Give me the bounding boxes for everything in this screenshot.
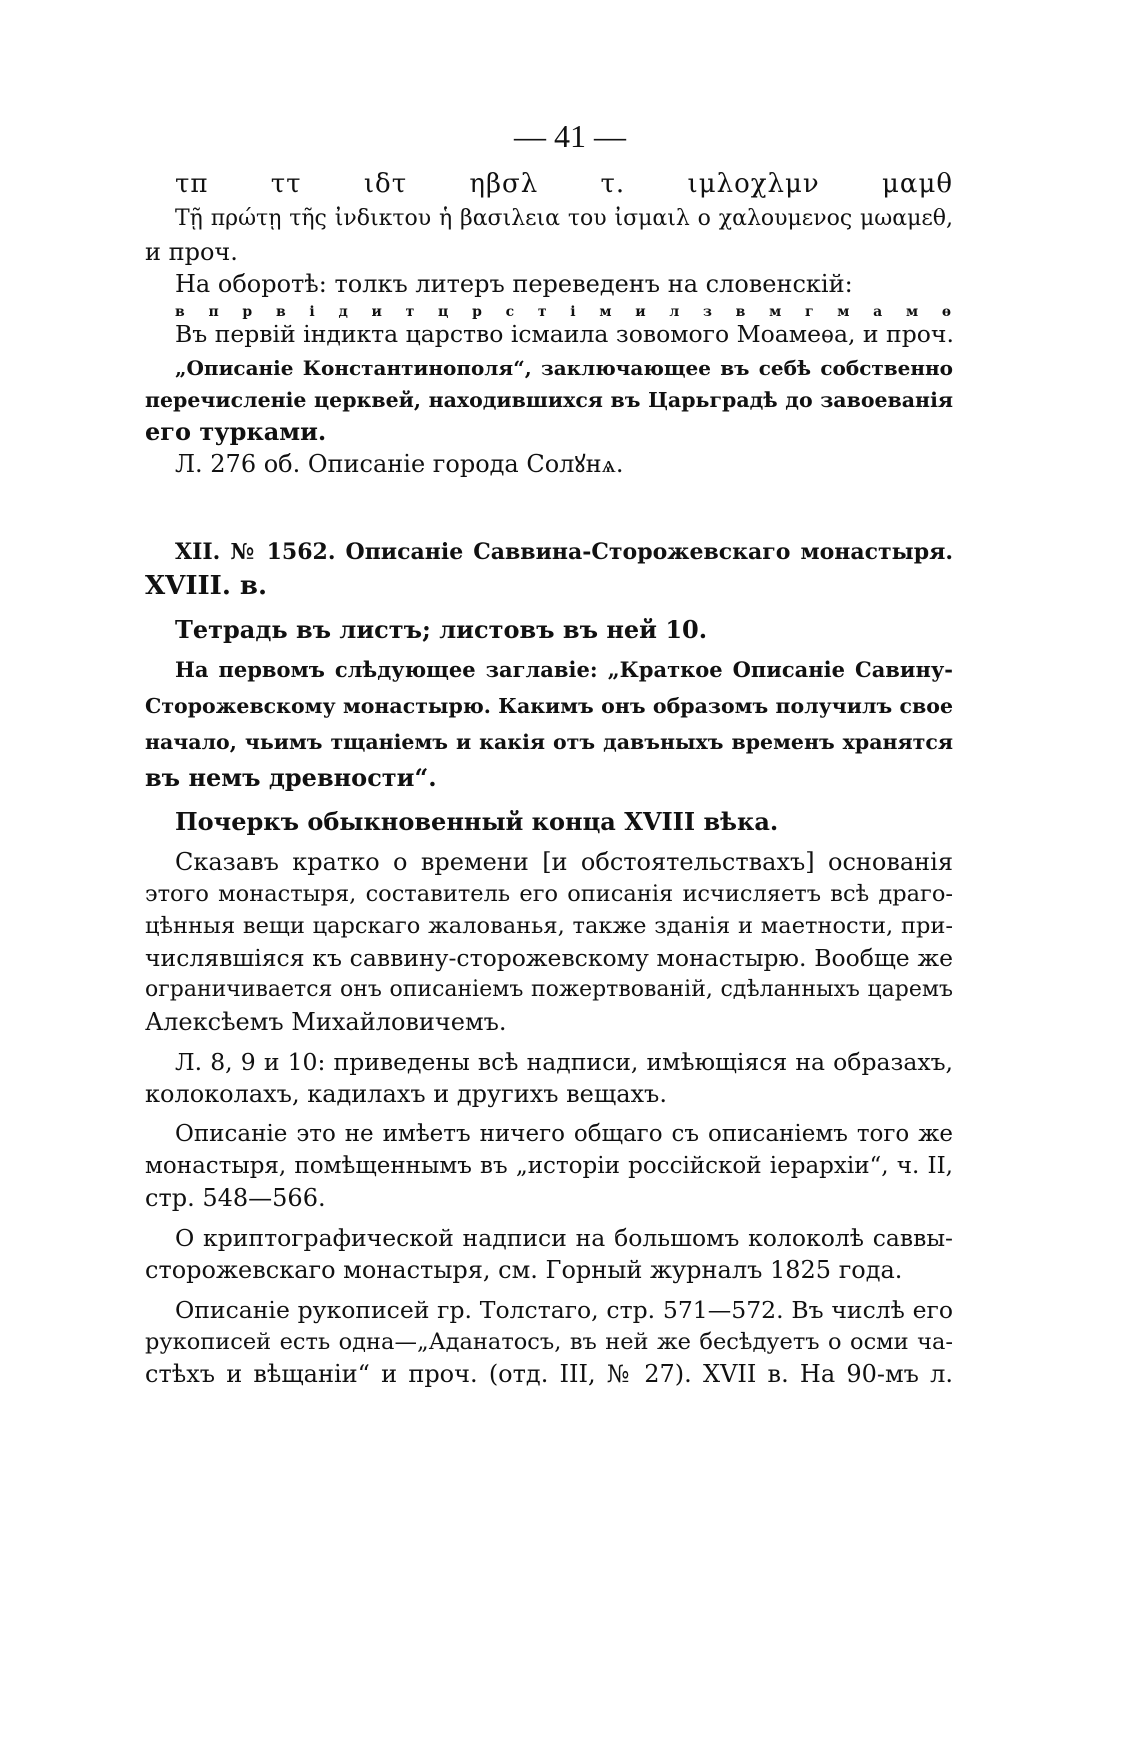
text-line: рукописей есть одна—„Аданатосъ, въ ней же бесѣдуетъ о осми ча-: [145, 1329, 953, 1355]
text-line: Въ первій індикта царство ісмаила зовомого Моамеѳа, и проч.: [175, 320, 954, 348]
text-line: и проч.: [145, 238, 238, 266]
text-line: стѣхъ и вѣщаніи“ и проч. (отд. III, № 27). XVII в. На 90-мъ л.: [145, 1360, 953, 1388]
greek-text-line: Τῇ πρώτῃ τῆς ἰνδικτου ἡ βασιλεια του ἰσμαιλ ο χαλουμενος μωαμεθ,: [175, 206, 953, 231]
text-line: перечисленіе церквей, находившихся въ Царьградѣ до завоеванія: [145, 388, 953, 412]
text-line: стр. 548—566.: [145, 1184, 326, 1212]
text-line: Описаніе это не имѣетъ ничего общаго съ описаніемъ того же: [175, 1121, 953, 1147]
text-line: монастыря, помѣщеннымъ въ „исторіи россійской іерархіи“, ч. II,: [145, 1153, 953, 1179]
text-line: ограничивается онъ описаніемъ пожертвованій, сдѣланныхъ царемъ: [145, 977, 953, 1002]
text-line: На первомъ слѣдующее заглавіе: „Краткое Описаніе Савину-: [175, 657, 953, 682]
greek-abbreviated-line: τπ ττ ιδτ ηβσλ τ. ιμλοχλμν μαμθ: [175, 169, 953, 199]
text-line: Тетрадь въ листъ; листовъ въ ней 10.: [175, 615, 708, 644]
entry-heading: XII. № 1562. Описаніе Саввина-Сторожевскаго монастыря.: [175, 539, 953, 565]
text-line: О криптографической надписи на большомъ колоколѣ саввы-: [175, 1224, 953, 1252]
entry-heading-date: XVIII. в.: [145, 571, 268, 601]
text-line: Алексѣемъ Михайловичемъ.: [145, 1008, 507, 1036]
text-line: На оборотѣ: толкъ литеръ переведенъ на словенскій:: [175, 270, 853, 298]
text-line: Почеркъ обыкновенный конца XVIII вѣка.: [175, 807, 779, 836]
text-line: Л. 276 об. Описаніе города Солꙋнѧ.: [175, 450, 624, 478]
text-line: числявшіяся къ саввину-сторожевскому монастырю. Вообще же: [145, 944, 953, 972]
text-line: его турками.: [145, 417, 327, 446]
text-line: „Описаніе Константинополя“, заключающее въ себѣ собственно: [175, 356, 953, 380]
text-line: колоколахъ, кадилахъ и другихъ вещахъ.: [145, 1080, 667, 1108]
text-line: начало, чьимъ тщаніемъ и какія отъ давъныхъ временъ хранятся: [145, 730, 953, 754]
text-line: этого монастыря, составитель его описанія исчисляетъ всѣ драго-: [145, 881, 953, 907]
text-line: цѣнныя вещи царскаго жалованья, также зданія и маетности, при-: [145, 913, 953, 939]
text-line: Сказавъ кратко о времени [и обстоятельствахъ] основанія: [175, 848, 953, 876]
text-line: сторожевскаго монастыря, см. Горный журналъ 1825 года.: [145, 1256, 903, 1284]
text-line: въ немъ древности“.: [145, 763, 437, 792]
text-line: Сторожевскому монастырю. Какимъ онъ образомъ получилъ свое: [145, 694, 953, 718]
text-line: Описаніе рукописей гр. Толстаго, стр. 571—572. Въ числѣ его: [175, 1296, 953, 1324]
page-number: — 41 —: [514, 118, 626, 154]
text-line: Л. 8, 9 и 10: приведены всѣ надписи, имѣющіяся на образахъ,: [175, 1048, 953, 1076]
cryptogram-line: в п р в і д и т ц р с т і м и л з в м г м а м ѳ: [175, 304, 953, 320]
